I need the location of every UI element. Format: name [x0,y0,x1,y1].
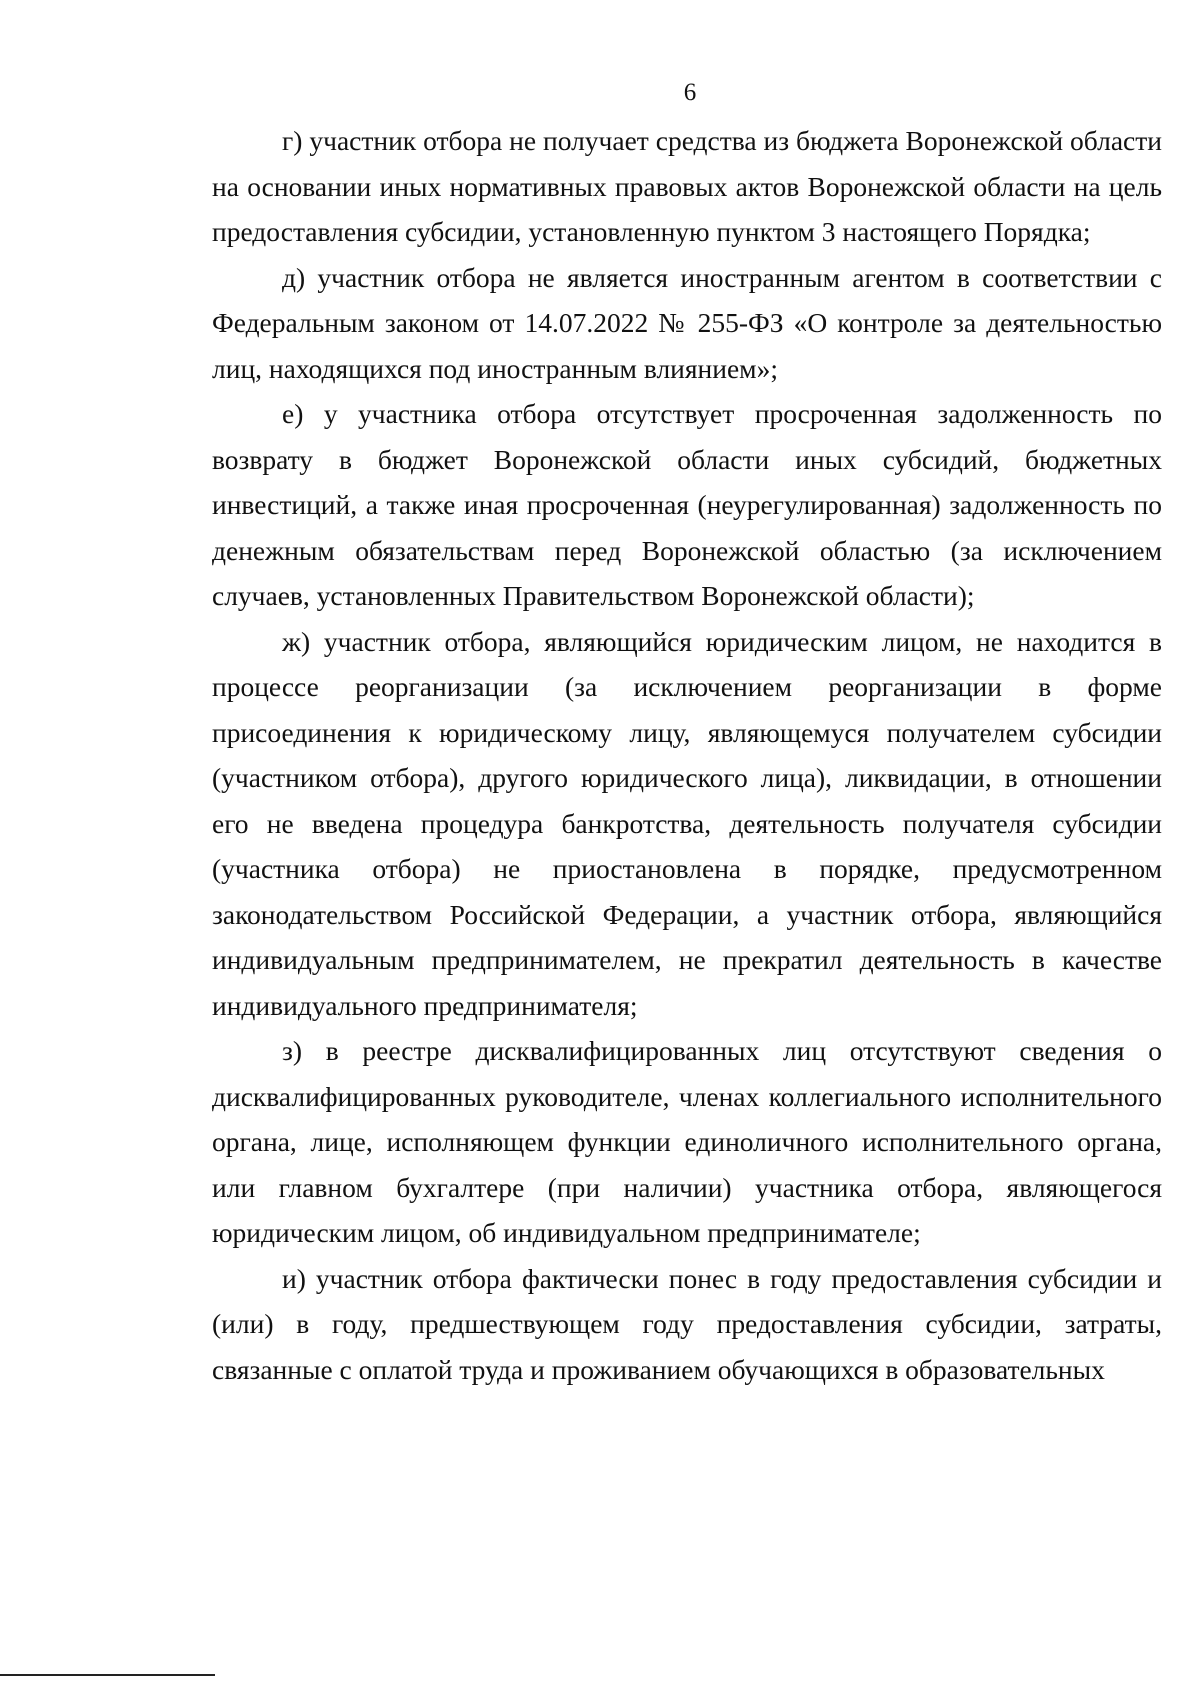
paragraph-g: г) участник отбора не получает средства из бюджета Воронежской области на основании иных нормативных правовых актов Воронежской области на цель предоставления субсидии, установленную пунктом 3 настоящего Порядка; [212,125,1162,247]
paragraph-d: д) участник отбора не является иностранным агентом в соответствии с Федеральным законом от 14.07.2022 № 255-ФЗ «О контроле за деятельностью лиц, находящихся под иностранным влиянием»; [212,261,1162,384]
footer-rule [0,1674,215,1676]
paragraph-i: и) участник отбора фактически понес в году предоставления субсидии и (или) в году, предшествующем году предоставления субсидии, затраты, связанные с оплатой труда и проживанием обучающихся в образовательных [212,1262,1162,1385]
page-number: 6 [683,79,697,106]
paragraph-e: е) у участника отбора отсутствует просроченная задолженность по возврату в бюджет Воронежской области иных субсидий, бюджетных инвестиций, а также иная просроченная (неурегулированная) задолженность по денежным обязательствам перед Воронежской областью (за исключением случаев, установленных Правительством Воронежской области); [212,398,1162,611]
paragraph-zh: ж) участник отбора, являющийся юридическим лицом, не находится в процессе реорганизации (за исключением реорганизации в форме присоединения к юридическому лицу, являющемуся получателем субсидии (участником отбора), другого юридического лица), ликвидации, в отношении его не введена процедура банкротства, деятельность получателя субсидии (участника отбора) не приостановлена в порядке, предусмотренном законодательством Российской Федерации, а участник отбора, являющийся индивидуальным предпринимателем, не прекратил деятельность в качестве индивидуального предпринимателя; [212,625,1162,1021]
document-body [212,118,1162,1392]
paragraph-z: з) в реестре дисквалифицированных лиц отсутствуют сведения о дисквалифицированных руководителе, членах коллегиального исполнительного органа, лице, исполняющем функции единоличного исполнительного органа, или главном бухгалтере (при наличии) участника отбора, являющегося юридическим лицом, об индивидуальном предпринимателе; [212,1035,1162,1248]
